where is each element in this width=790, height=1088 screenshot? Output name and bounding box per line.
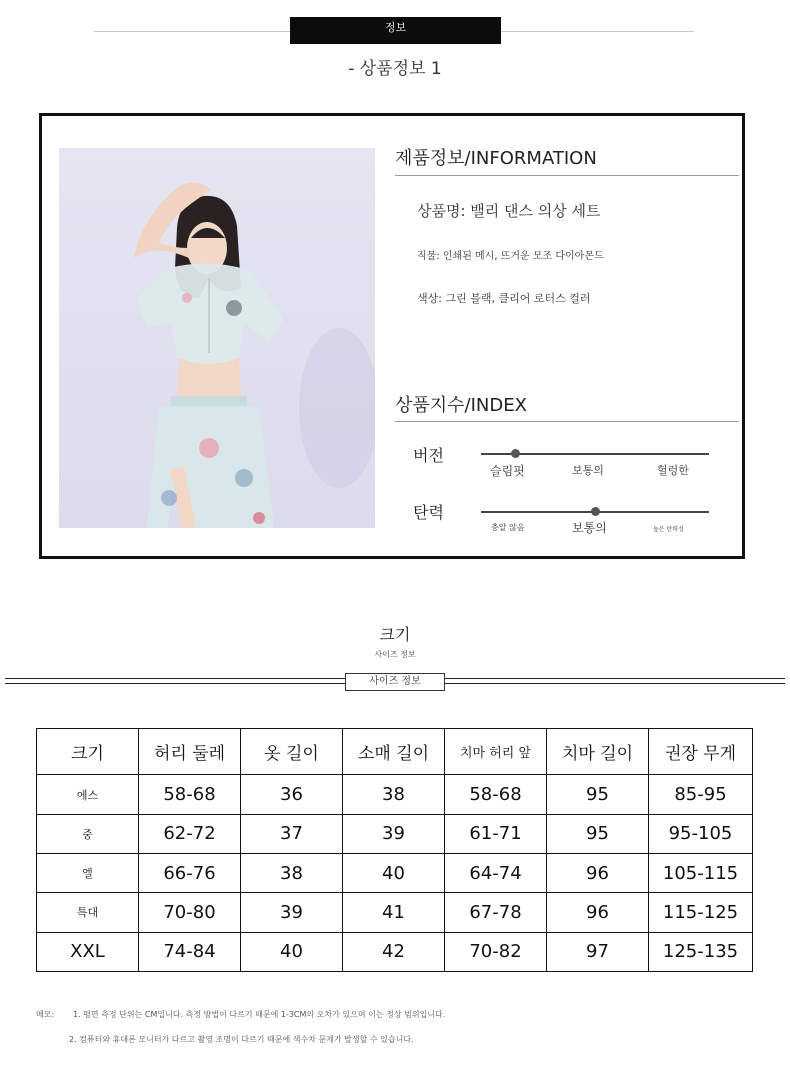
fit-scale-marker	[511, 449, 520, 458]
table-cell: 37	[241, 814, 343, 853]
table-cell: 40	[241, 932, 343, 971]
fit-label: 버전	[413, 446, 444, 465]
table-cell: 61-71	[445, 814, 547, 853]
col-header-length: 옷 길이	[241, 729, 343, 775]
table-cell: 36	[241, 775, 343, 814]
table-cell: 58-68	[445, 775, 547, 814]
fit-option-slim: 슬림핏	[490, 464, 525, 478]
size-table-header-row	[37, 729, 753, 775]
product-info-panel	[39, 113, 745, 559]
size-badge-label: 사이즈 정보	[369, 676, 421, 687]
table-row	[37, 932, 753, 971]
table-cell: 41	[343, 893, 445, 932]
table-row	[37, 854, 753, 893]
table-cell: 38	[343, 775, 445, 814]
table-cell: 40	[343, 854, 445, 893]
model-figure-image	[59, 148, 375, 528]
elasticity-option-regular: 보통의	[572, 521, 607, 535]
table-cell: 42	[343, 932, 445, 971]
table-cell: 95	[547, 814, 649, 853]
size-subheading: 사이즈 정보	[374, 650, 416, 659]
table-cell: 96	[547, 854, 649, 893]
table-cell: 64-74	[445, 854, 547, 893]
table-cell: 95	[547, 775, 649, 814]
size-heading: 크기	[379, 625, 411, 644]
table-row	[37, 893, 753, 932]
col-header-weight: 권장 무게	[649, 729, 753, 775]
fabric-text: 직물: 인쇄된 메시, 뜨거운 모조 다이아몬드	[417, 251, 604, 262]
row-size-label: XXL	[37, 932, 139, 971]
row-size-label: 엘	[37, 854, 139, 893]
table-cell: 74-84	[139, 932, 241, 971]
table-cell: 85-95	[649, 775, 753, 814]
col-header-skirt-length: 치마 길이	[547, 729, 649, 775]
note-1: 1. 평면 측정 단위는 CM입니다. 측정 방법이 다르기 때문에 1-3CM의 오차가 있으며 이는 정상 범위입니다.	[73, 1010, 446, 1019]
col-header-sleeve: 소매 길이	[343, 729, 445, 775]
color-text: 색상: 그린 블랙, 클리어 로터스 컬러	[417, 292, 591, 305]
index-divider	[395, 421, 739, 422]
table-row	[37, 814, 753, 853]
table-cell: 115-125	[649, 893, 753, 932]
elasticity-option-high: 높은 탄력성	[653, 526, 684, 533]
page-subtitle: - 상품정보 1	[348, 59, 442, 79]
table-cell: 105-115	[649, 854, 753, 893]
table-cell: 97	[547, 932, 649, 971]
col-header-waist: 허리 둘레	[139, 729, 241, 775]
row-size-label: 중	[37, 814, 139, 853]
table-cell: 70-80	[139, 893, 241, 932]
elasticity-label: 탄력	[413, 503, 444, 522]
fit-option-loose: 헐렁한	[657, 464, 689, 477]
table-cell: 67-78	[445, 893, 547, 932]
fit-option-regular: 보통의	[572, 464, 604, 477]
product-photo	[59, 148, 375, 528]
col-header-skirt-waist: 치마 허리 앞	[445, 729, 547, 775]
table-cell: 39	[241, 893, 343, 932]
table-cell: 58-68	[139, 775, 241, 814]
table-cell: 39	[343, 814, 445, 853]
table-cell: 66-76	[139, 854, 241, 893]
information-heading: 제품정보/INFORMATION	[395, 148, 597, 169]
notes-label: 메모:	[36, 1010, 55, 1019]
table-cell: 70-82	[445, 932, 547, 971]
header-badge-label: 정보	[384, 21, 407, 34]
table-cell: 62-72	[139, 814, 241, 853]
header-badge	[290, 17, 501, 44]
elasticity-option-low: 충알 않음	[491, 523, 525, 532]
row-size-label: 에스	[37, 775, 139, 814]
table-cell: 96	[547, 893, 649, 932]
table-cell: 38	[241, 854, 343, 893]
size-badge	[345, 673, 445, 691]
product-name-text: 상품명: 밸리 댄스 의상 세트	[417, 202, 601, 220]
table-cell: 125-135	[649, 932, 753, 971]
table-cell: 95-105	[649, 814, 753, 853]
col-header-size: 크기	[37, 729, 139, 775]
elasticity-scale-marker	[591, 507, 600, 516]
information-divider	[395, 175, 739, 176]
note-2: 2. 컴퓨터와 휴대폰 모니터가 다르고 촬영 조명이 다르기 때문에 색수차 문제가 발생할 수 있습니다.	[69, 1035, 414, 1044]
index-heading: 상품지수/INDEX	[395, 395, 527, 416]
table-row	[37, 775, 753, 814]
size-table	[36, 728, 753, 972]
row-size-label: 특대	[37, 893, 139, 932]
